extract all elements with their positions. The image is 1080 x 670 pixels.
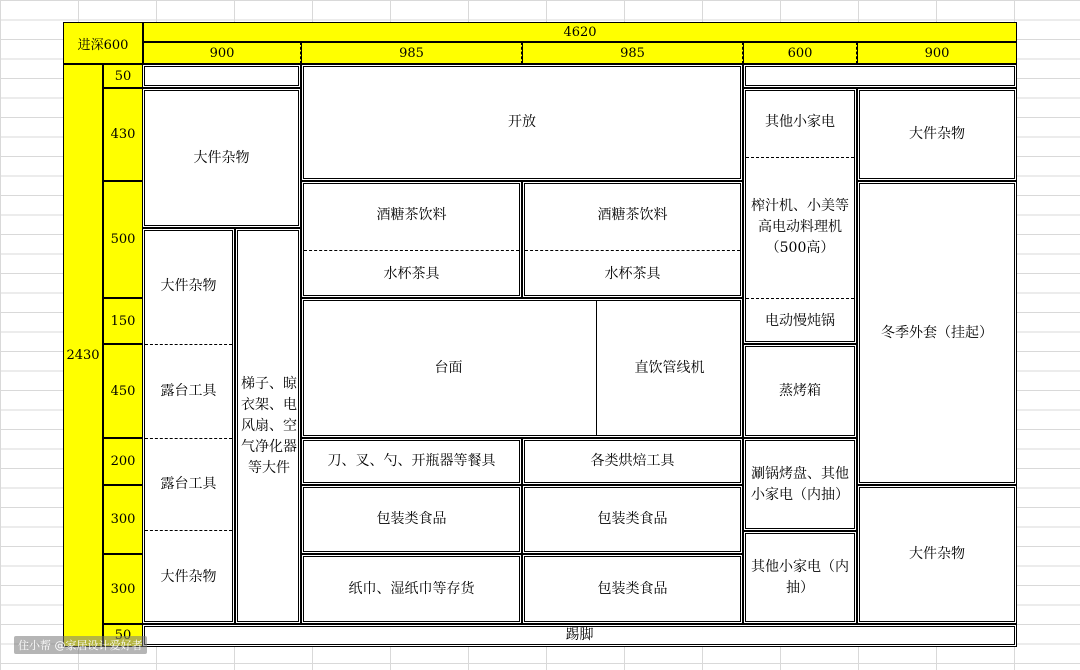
label-counter: 台面: [434, 359, 463, 376]
col-width-4: 600: [743, 42, 857, 64]
row-height-8: 300: [103, 554, 143, 624]
label-drinks-right: 酒糖茶饮料: [597, 207, 668, 223]
label-drinks-left: 酒糖茶饮料: [376, 207, 447, 223]
total-width-label: 4620: [143, 22, 1017, 42]
label-winter-coat: 冬季外套（挂起）: [881, 324, 993, 341]
watermark: 住小帮 @家居设计爱好者: [14, 636, 147, 654]
cabinet-top-strip-right: [743, 64, 1017, 88]
row-height-7: 300: [103, 485, 143, 554]
label-baking: 各类烘焙工具: [590, 453, 675, 469]
label-c1-bottom: 大件杂物: [160, 568, 217, 585]
label-c1-deck2: 露台工具: [160, 475, 217, 492]
label-c1-mid: 大件杂物: [160, 277, 217, 294]
label-c2-tall: 梯子、晾衣架、电风扇、空气净化器等大件: [241, 375, 297, 476]
total-height-label: 2430: [63, 64, 103, 647]
row-height-1: 50: [103, 64, 143, 88]
row-height-4: 150: [103, 298, 143, 344]
label-cutlery: 刀、叉、勺、开瓶器等餐具: [327, 453, 496, 469]
label-food2: 包装类食品: [597, 511, 668, 527]
row-height-2: 430: [103, 88, 143, 181]
label-hotpot: 涮锅烤盘、其他小家电（内抽）: [751, 465, 849, 503]
label-c1-deck1: 露台工具: [160, 382, 217, 399]
label-food1: 包装类食品: [376, 511, 447, 527]
label-slow-cooker: 电动慢炖锅: [765, 312, 835, 329]
label-juicer: 榨汁机、小美等高电动料理机（500高）: [751, 198, 849, 256]
col-width-2: 985: [301, 42, 522, 64]
label-steam-oven: 蒸烤箱: [779, 382, 821, 399]
label-c1-top: 大件杂物: [193, 149, 250, 166]
label-misc-bottom: 大件杂物: [909, 546, 965, 562]
label-food3: 包装类食品: [597, 580, 668, 597]
label-kick: 踢脚: [565, 627, 594, 643]
row-height-3: 500: [103, 181, 143, 298]
row-height-5: 450: [103, 344, 143, 438]
col-width-5: 900: [857, 42, 1017, 64]
row-height-6: 200: [103, 438, 143, 485]
label-misc-top: 大件杂物: [909, 126, 965, 142]
col-width-1: 900: [143, 42, 301, 64]
label-cups-left: 水杯茶具: [383, 265, 440, 282]
label-tissue: 纸巾、湿纸巾等存货: [348, 580, 475, 597]
label-open: 开放: [508, 114, 536, 130]
label-small-app: 其他小家电: [765, 114, 835, 130]
label-small-app2: 其他小家电（内抽）: [751, 558, 849, 596]
depth-label: 进深600: [63, 22, 143, 64]
label-cups-right: 水杯茶具: [604, 265, 661, 282]
label-water-pipe: 直饮管线机: [634, 359, 705, 376]
cabinet-top-strip-left: [142, 64, 301, 88]
col-width-3: 985: [522, 42, 743, 64]
